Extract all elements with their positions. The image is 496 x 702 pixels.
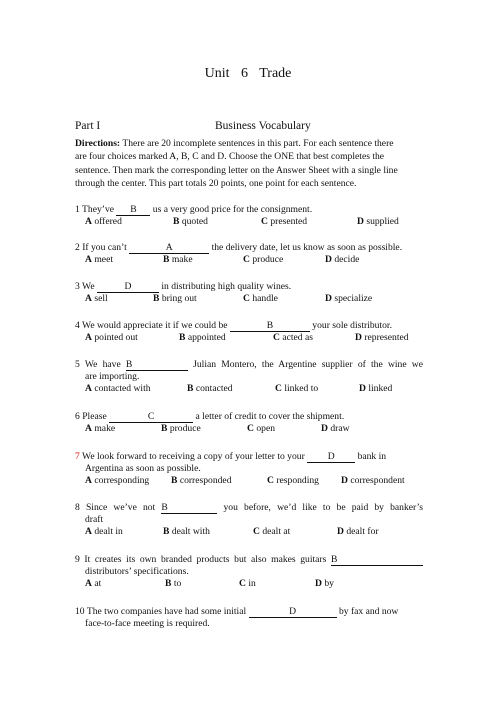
- option-c: C handle: [243, 293, 278, 304]
- directions-line: sentence. Then mark the corresponding letter on the Answer Sheet with a single line: [75, 164, 398, 176]
- question-number: 2: [75, 242, 80, 253]
- question-text: We would appreciate it if we could be: [82, 320, 230, 331]
- question-number: 6: [75, 411, 80, 422]
- options-row: [85, 578, 423, 590]
- question-text: the delivery date, let us know as soon as possible.: [209, 242, 403, 253]
- answer-blank: B: [161, 503, 217, 514]
- options-row: [85, 216, 423, 228]
- option-b: B appointed: [179, 332, 226, 343]
- option-c: C linked to: [275, 383, 319, 394]
- question-number: 5: [75, 359, 80, 370]
- question-10: [75, 606, 423, 630]
- directions-line: through the center. This part totals 20 points, one point for each sentence.: [75, 178, 357, 190]
- option-a: A pointed out: [85, 332, 138, 343]
- question-text: We: [82, 281, 97, 292]
- question-text: We have: [84, 359, 126, 370]
- option-c: C dealt at: [253, 526, 291, 537]
- option-d: D correspondent: [341, 475, 405, 486]
- option-a: A contacted with: [85, 383, 151, 394]
- option-b: B to: [165, 578, 182, 589]
- question-text-continued: draft: [85, 514, 104, 525]
- answer-blank: B: [230, 321, 310, 332]
- question-text: Please: [82, 411, 110, 422]
- question-8: [75, 502, 423, 538]
- options-row: [85, 383, 423, 395]
- option-c: C in: [239, 578, 256, 589]
- question-9: [75, 554, 423, 590]
- question-text: If you can’t: [82, 242, 130, 253]
- options-row: [85, 526, 423, 538]
- option-b: B dealt with: [163, 526, 210, 537]
- question-text: Julian Montero, the Argentine supplier of the wine we: [187, 359, 423, 370]
- option-a: A sell: [85, 293, 108, 304]
- directions-label: Directions:: [75, 138, 121, 149]
- answer-blank: B: [116, 205, 150, 216]
- option-a: A offered: [85, 216, 122, 227]
- option-c: C acted as: [273, 332, 313, 343]
- option-a: A corresponding: [85, 475, 150, 486]
- question-number: 10: [75, 606, 85, 617]
- question-3: [75, 281, 423, 305]
- question-number: 3: [75, 281, 80, 292]
- option-a: A make: [85, 423, 116, 434]
- options-row: [85, 293, 423, 305]
- question-6: [75, 411, 423, 435]
- options-row: [85, 332, 423, 344]
- option-c: C responding: [267, 475, 319, 486]
- option-d: D specialize: [325, 293, 373, 304]
- answer-blank: B: [331, 555, 423, 566]
- part-name: Business Vocabulary: [215, 120, 311, 132]
- option-d: D supplied: [357, 216, 399, 227]
- question-number: 7: [75, 451, 80, 462]
- option-b: B contacted: [187, 383, 233, 394]
- answer-blank: D: [307, 452, 355, 463]
- option-d: D decide: [325, 254, 360, 265]
- option-b: B bring out: [153, 293, 197, 304]
- question-text: your sole distributor.: [309, 320, 392, 331]
- question-text: a letter of credit to cover the shipment.: [193, 411, 345, 422]
- question-4: [75, 320, 423, 344]
- question-7: [75, 451, 423, 487]
- question-text-continued: distributors’ specifications.: [85, 566, 189, 577]
- option-b: B make: [163, 254, 193, 265]
- option-c: C presented: [261, 216, 308, 227]
- option-b: B corresponded: [171, 475, 232, 486]
- option-d: D dealt for: [337, 526, 379, 537]
- options-row: [85, 423, 423, 435]
- answer-blank: C: [109, 412, 193, 423]
- question-text: It creates its own branded products but also makes guitars: [84, 554, 331, 565]
- question-2: [75, 242, 423, 266]
- question-text: Since we’ve not: [85, 502, 162, 513]
- part-label: Part I: [75, 120, 101, 132]
- option-c: C open: [247, 423, 275, 434]
- option-d: D represented: [355, 332, 409, 343]
- directions-line: There are 20 incomplete sentences in this part. For each sentence there: [120, 138, 394, 149]
- question-text: you before, we’d like to be paid by banker’s: [217, 502, 423, 513]
- directions-block: [75, 137, 423, 191]
- question-text: by fax and now: [336, 606, 399, 617]
- option-b: B produce: [161, 423, 201, 434]
- question-text: us a very good price for the consignment.: [150, 204, 313, 215]
- option-a: A at: [85, 578, 102, 589]
- question-text: The two companies have had some initial: [86, 606, 249, 617]
- question-text: They’ve: [82, 204, 117, 215]
- options-row: [85, 254, 423, 266]
- option-d: D by: [315, 578, 334, 589]
- question-text: bank in: [355, 451, 387, 462]
- question-text: in distributing high quality wines.: [158, 281, 292, 292]
- option-d: D linked: [359, 383, 393, 394]
- answer-blank: B: [126, 360, 188, 371]
- question-number: 4: [75, 320, 80, 331]
- answer-blank: D: [97, 282, 159, 293]
- option-c: C produce: [243, 254, 284, 265]
- directions-line: are four choices marked A, B, C and D. Choose the ONE that best completes the: [75, 151, 385, 163]
- answer-blank: A: [129, 243, 209, 254]
- question-5: [75, 359, 423, 395]
- option-d: D draw: [321, 423, 350, 434]
- option-b: B quoted: [173, 216, 208, 227]
- question-1: [75, 204, 423, 228]
- question-number: 1: [75, 204, 80, 215]
- options-row: [85, 475, 423, 487]
- question-text-continued: are importing.: [85, 371, 140, 382]
- unit-title: Unit 6 Trade: [204, 66, 292, 81]
- answer-blank: D: [249, 607, 337, 618]
- question-text: We look forward to receiving a copy of your letter to your: [82, 451, 308, 462]
- question-number: 9: [75, 554, 80, 565]
- option-a: A meet: [85, 254, 113, 265]
- question-text-continued: Argentina as soon as possible.: [85, 463, 201, 474]
- question-text-continued: face-to-face meeting is required.: [85, 618, 210, 629]
- option-a: A dealt in: [85, 526, 123, 537]
- question-number: 8: [75, 502, 80, 513]
